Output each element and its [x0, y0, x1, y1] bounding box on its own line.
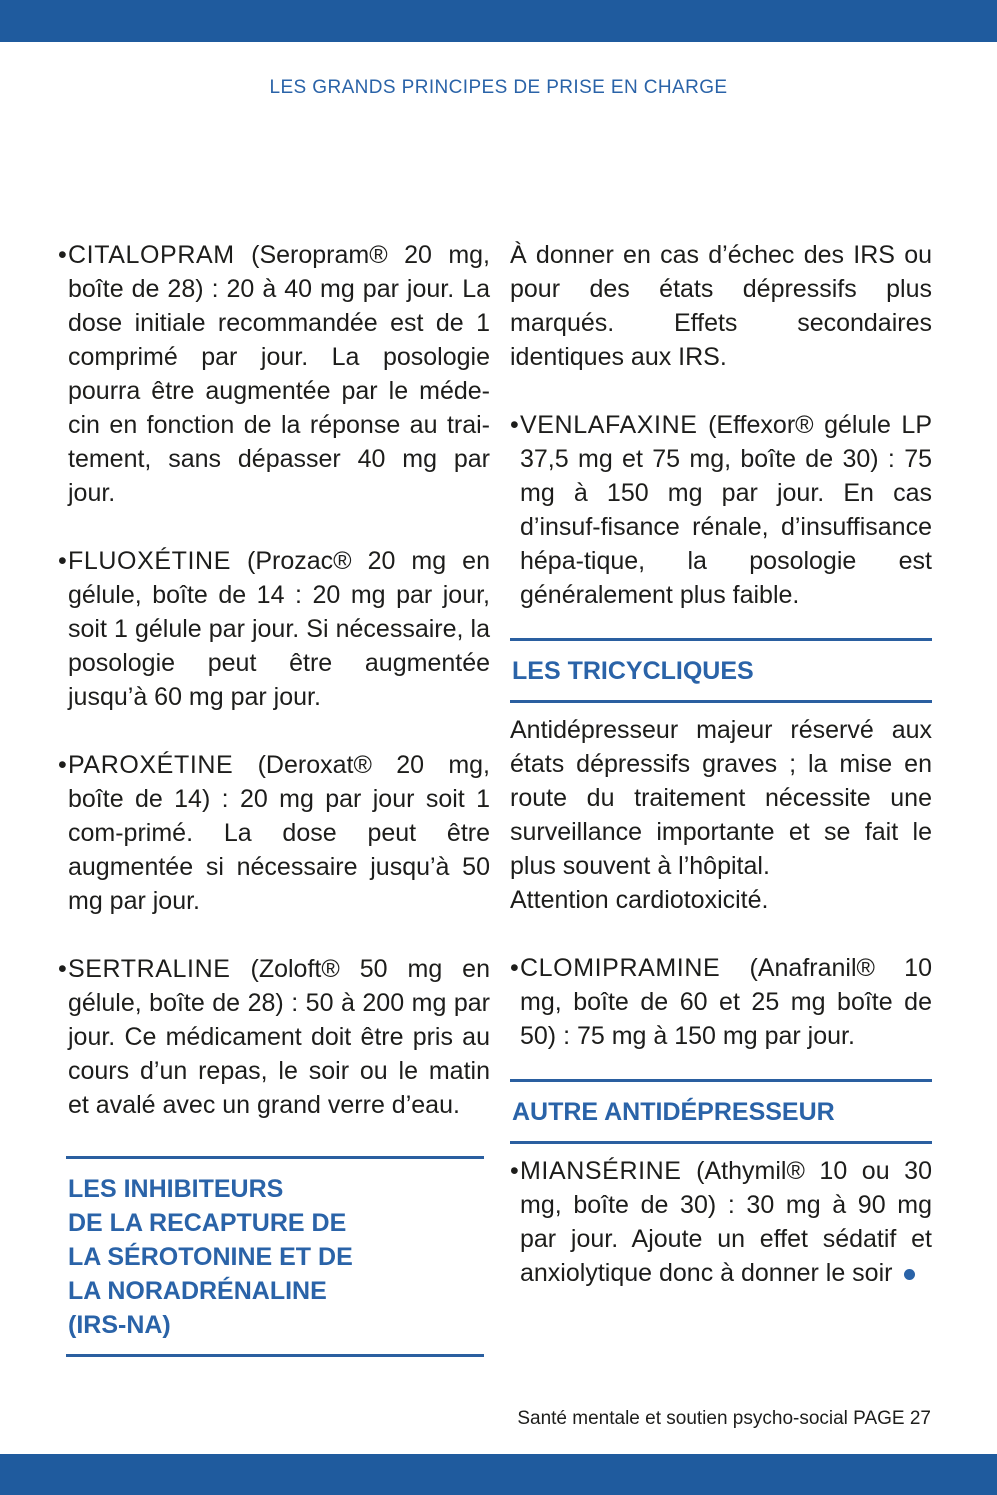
drug-entry-mianserine	[510, 1154, 932, 1290]
top-color-band	[0, 0, 997, 42]
drug-name: CITALOPRAM	[68, 241, 235, 269]
right-column	[510, 238, 932, 1324]
drug-description: (Athymil® 10 ou 30 mg, boîte de 30) : 30 mg à 90 mg par jour. Ajoute un effet sédatif et anxiolytique donc à donner le soir	[520, 1157, 932, 1287]
drug-name: PAROXÉTINE	[68, 751, 234, 779]
bottom-color-band	[0, 1454, 997, 1495]
end-of-article-dot-icon	[904, 1269, 915, 1280]
drug-description: (Deroxat® 20 mg, boîte de 14) : 20 mg par jour soit 1 com-primé. La dose peut être augmentée si nécessaire jusqu’à 50 mg par jour.	[68, 751, 490, 915]
drug-description: (Prozac® 20 mg en gélule, boîte de 14 : 20 mg par jour, soit 1 gélule par jour. Si nécessaire, la posologie peut être augmentée jusqu’à 60 mg par jour.	[68, 547, 490, 711]
drug-entry-sertraline	[58, 952, 490, 1122]
irs-na-intro: À donner en cas d’échec des IRS ou pour des états dépressifs plus marqués. Effets secondaires identiques aux IRS.	[510, 241, 932, 371]
drug-entry-paroxetine	[58, 748, 490, 918]
drug-entry-citalopram	[58, 238, 490, 510]
left-column	[58, 238, 490, 1367]
running-header: LES GRANDS PRINCIPES DE PRISE EN CHARGE	[269, 77, 728, 98]
bullet: •	[510, 954, 519, 982]
heading-line: LES INHIBITEURS	[68, 1175, 284, 1203]
drug-name: FLUOXÉTINE	[68, 547, 231, 575]
entry-text	[520, 951, 932, 1053]
drug-name: SERTRALINE	[68, 955, 231, 983]
heading-line: (IRS-NA)	[68, 1311, 171, 1339]
tricycliques-intro: Antidépresseur majeur réservé aux états dépressifs graves ; la mise en route du traitement nécessite une surveillance importante et se fait le plus souvent à l’hôpital.	[510, 716, 932, 880]
page-footer: Santé mentale et soutien psycho-social PAGE 27	[517, 1408, 931, 1429]
drug-entry-fluoxetine	[58, 544, 490, 714]
bullet: •	[58, 241, 67, 269]
drug-name: CLOMIPRAMINE	[520, 954, 721, 982]
entry-text	[68, 238, 490, 510]
drug-entry-clomipramine	[510, 951, 932, 1053]
bullet: •	[58, 547, 67, 575]
bullet: •	[510, 411, 519, 439]
section-heading-irs-na	[66, 1156, 484, 1357]
drug-description: (Effexor® gélule LP 37,5 mg et 75 mg, boîte de 30) : 75 mg à 150 mg par jour. En cas d’insuf-fisance rénale, d’insuffisance hépa-tique, la posologie est généralement plus faible.	[520, 411, 932, 609]
heading-line: DE LA RECAPTURE DE	[68, 1209, 347, 1237]
bullet: •	[58, 751, 67, 779]
heading-line: LA NORADRÉNALINE	[68, 1277, 327, 1305]
bullet: •	[58, 955, 67, 983]
drug-description: (Zoloft® 50 mg en gélule, boîte de 28) : 50 à 200 mg par jour. Ce médicament doit être pris au cours d’un repas, le soir ou le matin et avalé avec un grand verre d’eau.	[68, 955, 490, 1119]
tricycliques-warning: Attention cardiotoxicité.	[510, 886, 769, 914]
drug-name: VENLAFAXINE	[520, 411, 698, 439]
entry-text	[68, 544, 490, 714]
entry-text	[68, 748, 490, 918]
section-heading-autre-antidepresseur: AUTRE ANTIDÉPRESSEUR	[510, 1079, 932, 1144]
entry-text	[68, 952, 490, 1122]
drug-description: (Seropram® 20 mg, boîte de 28) : 20 à 40 mg par jour. La dose initiale recommandée est de 1 comprimé par jour. La posologie pourra être augmentée par le méde-cin en fonction de la réponse au trai-tement, sans dépasser 40 mg par jour.	[68, 241, 490, 507]
section-heading-tricycliques: LES TRICYCLIQUES	[510, 638, 932, 703]
bullet: •	[510, 1157, 519, 1185]
drug-entry-venlafaxine	[510, 408, 932, 612]
heading-line: LA SÉROTONINE ET DE	[68, 1243, 353, 1271]
entry-text	[520, 408, 932, 612]
drug-description: (Anafranil® 10 mg, boîte de 60 et 25 mg boîte de 50) : 75 mg à 150 mg par jour.	[520, 954, 932, 1050]
entry-text	[520, 1154, 932, 1290]
drug-name: MIANSÉRINE	[520, 1157, 682, 1185]
